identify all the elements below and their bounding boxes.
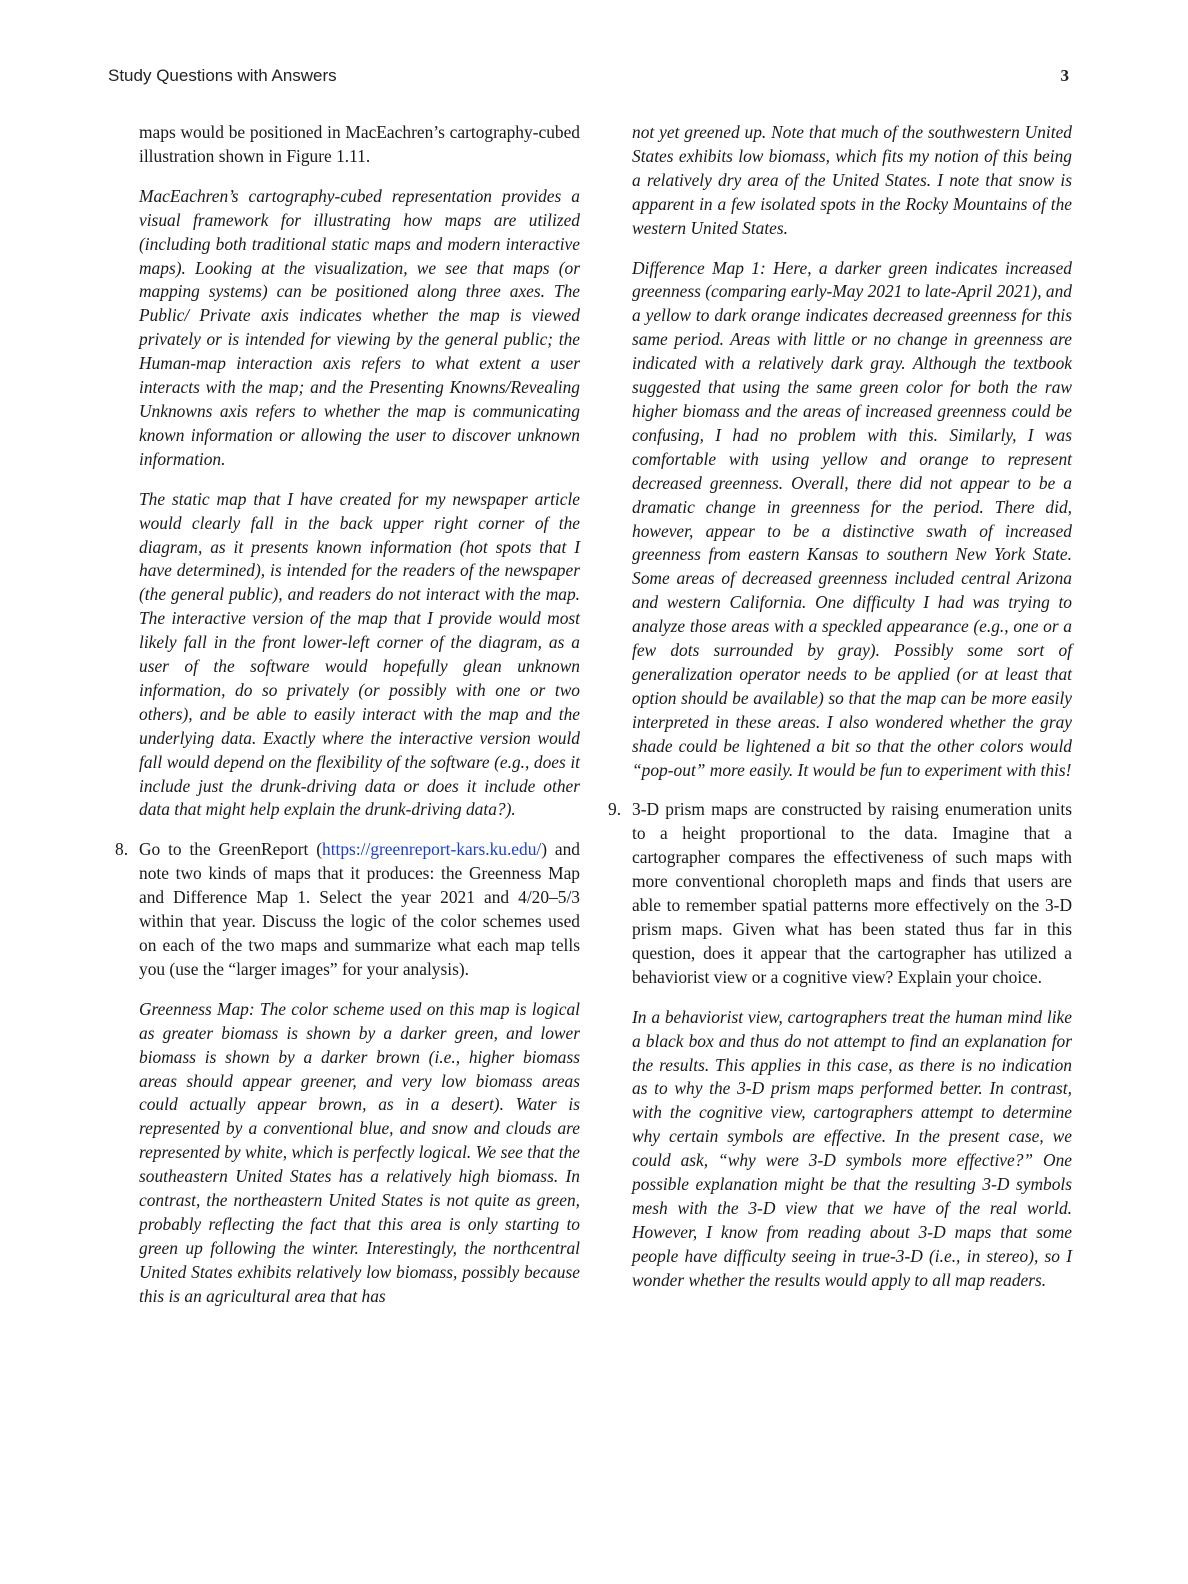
answer-paragraph: The static map that I have created for my newspaper article would clearly fall in the back upper right corner of the diagram, as it presents known information (hot spots that I have determined), is intended for the readers of the newspaper (the general public), and readers do not interact with the map. The interactive version of the map that I provide would most likely fall in the front lower-left corner of the diagram, as a user of the software would hopefully glean unknown information, do so privately (or possibly with one or two others), and be able to easily interact with the map and the underlying data. Exactly where the interactive version would fall would depend on the flexibility of the software (e.g., does it include just the drunk-driving data or does it include other data that might help explain the drunk-driving data?). [139,488,580,820]
left-column [115,121,581,1325]
question-text-start: Go to the GreenReport ( [139,839,322,860]
answer-paragraph: Difference Map 1: Here, a darker green indicates increased greenness (comparing early-May 2021 to late-April 2021), and a yellow to dark orange indicates decreased greenness for this same period. Areas with little or no change in greenness are indicated with a relatively dark gray. Although the textbook suggested that using the same green color for both the raw higher biomass and the areas of increased greenness could be confusing, I had no problem with this. Similarly, I was comfortable with using yellow and orange to represent decreased greenness. Overall, there did not appear to be a dramatic change in greenness for the period. There did, however, appear to be a distinctive swath of increased greenness from eastern Kansas to southern New York State. Some areas of decreased greenness included central Arizona and western California. One difficulty I had was trying to analyze those areas with a speckled appearance (e.g., one or a few dots surrounded by gray). Possibly some sort of generalization operator needs to be applied (or at least that option should be available) so that the map can be more easily interpreted in these areas. I also wondered whether the gray shade could be lightened a bit so that the other colors would “pop-out” more easily. It would be fun to experiment with this! [632,257,1072,780]
answer-paragraph: Greenness Map: The color scheme used on this map is logical as greater biomass is shown by a darker green, and lower biomass is shown by a darker brown (i.e., higher biomass areas should appear greener, and very low biomass areas could actually appear brown, as in a desert). Water is represented by a conventional blue, and snow and clouds are represented by white, which is perfectly logical. We see that the southeastern United States has a relatively high biomass. In contrast, the northeastern United States is not quite as green, probably reflecting the fact that this area is only starting to green up following the winter. Interestingly, the northcentral United States exhibits relatively low biomass, possibly because this is an agricultural area that has [139,998,580,1306]
answer-paragraph: In a behaviorist view, cartographers treat the human mind like a black box and thus do not attempt to find an explanation for the results. This applies in this case, as there is no indication as to why the 3-D prism maps performed better. In contrast, with the cognitive view, cartographers attempt to determine why certain symbols are effective. In the present case, we could ask, “why were 3-D symbols more effective?” One possible explanation might be that the resulting 3-D symbols mesh with the 3-D view that we have of the real world. However, I know from reading about 3-D maps that some people have difficulty seeing in true-3-D (i.e., in stereo), so I wonder whether the results would apply to all map readers. [632,1006,1072,1290]
running-title: Study Questions with Answers [108,66,337,85]
question-number: 8. [115,839,129,860]
right-column [608,121,1072,1309]
answer-paragraph: not yet greened up. Note that much of the southwestern United States exhibits low biomass, which fits my notion of this being a relatively dry area of the United States. I note that snow is apparent in a few isolated spots in the Rocky Mountains of the western United States. [632,122,1072,238]
question-text: 3-D prism maps are constructed by raising enumeration units to a height proportional to the data. Imagine that a cartographer compares the effectiveness of such maps with more conventional choropleth maps and finds that users are able to remember spatial patterns more effectively on the 3-D prism maps. Given what has been stated thus far in this question, does it appear that the cartographer has utilized a behaviorist view or a cognitive view? Explain your choice. [632,799,1072,987]
question-text [139,838,580,981]
question-9 [608,798,1072,989]
greenreport-link[interactable]: https://greenreport-kars.ku.edu/ [322,839,542,860]
question-number: 9. [608,799,622,820]
question-8 [115,838,581,981]
answer-paragraph: MacEachren’s cartography-cubed representation provides a visual framework for illustrating how maps are utilized (including both traditional static maps and modern interactive maps). Looking at the visualization, we see that maps (or mapping systems) can be positioned along three axes. The Public/ Private axis indicates whether the map is viewed privately or is intended for viewing by the general public; the Human-map interaction axis refers to what extent a user interacts with the map; and the Presenting Knowns/Revealing Unknowns axis refers to whether the map is communicating known information or allowing the user to discover unknown information. [139,185,580,469]
page-number: 3 [1060,66,1069,85]
question-continuation: maps would be positioned in MacEachren’s cartography-cubed illustration shown in Figure 1.11. [139,122,580,166]
question-text-end: ) and note two kinds of maps that it produces: the Greenness Map and Difference Map 1. Select the year 2021 and 4/20–5/3 within that year. Discuss the logic of the color schemes used on each of the two maps and summarize what each map tells you (use the “larger images” for your analysis). [139,839,581,979]
